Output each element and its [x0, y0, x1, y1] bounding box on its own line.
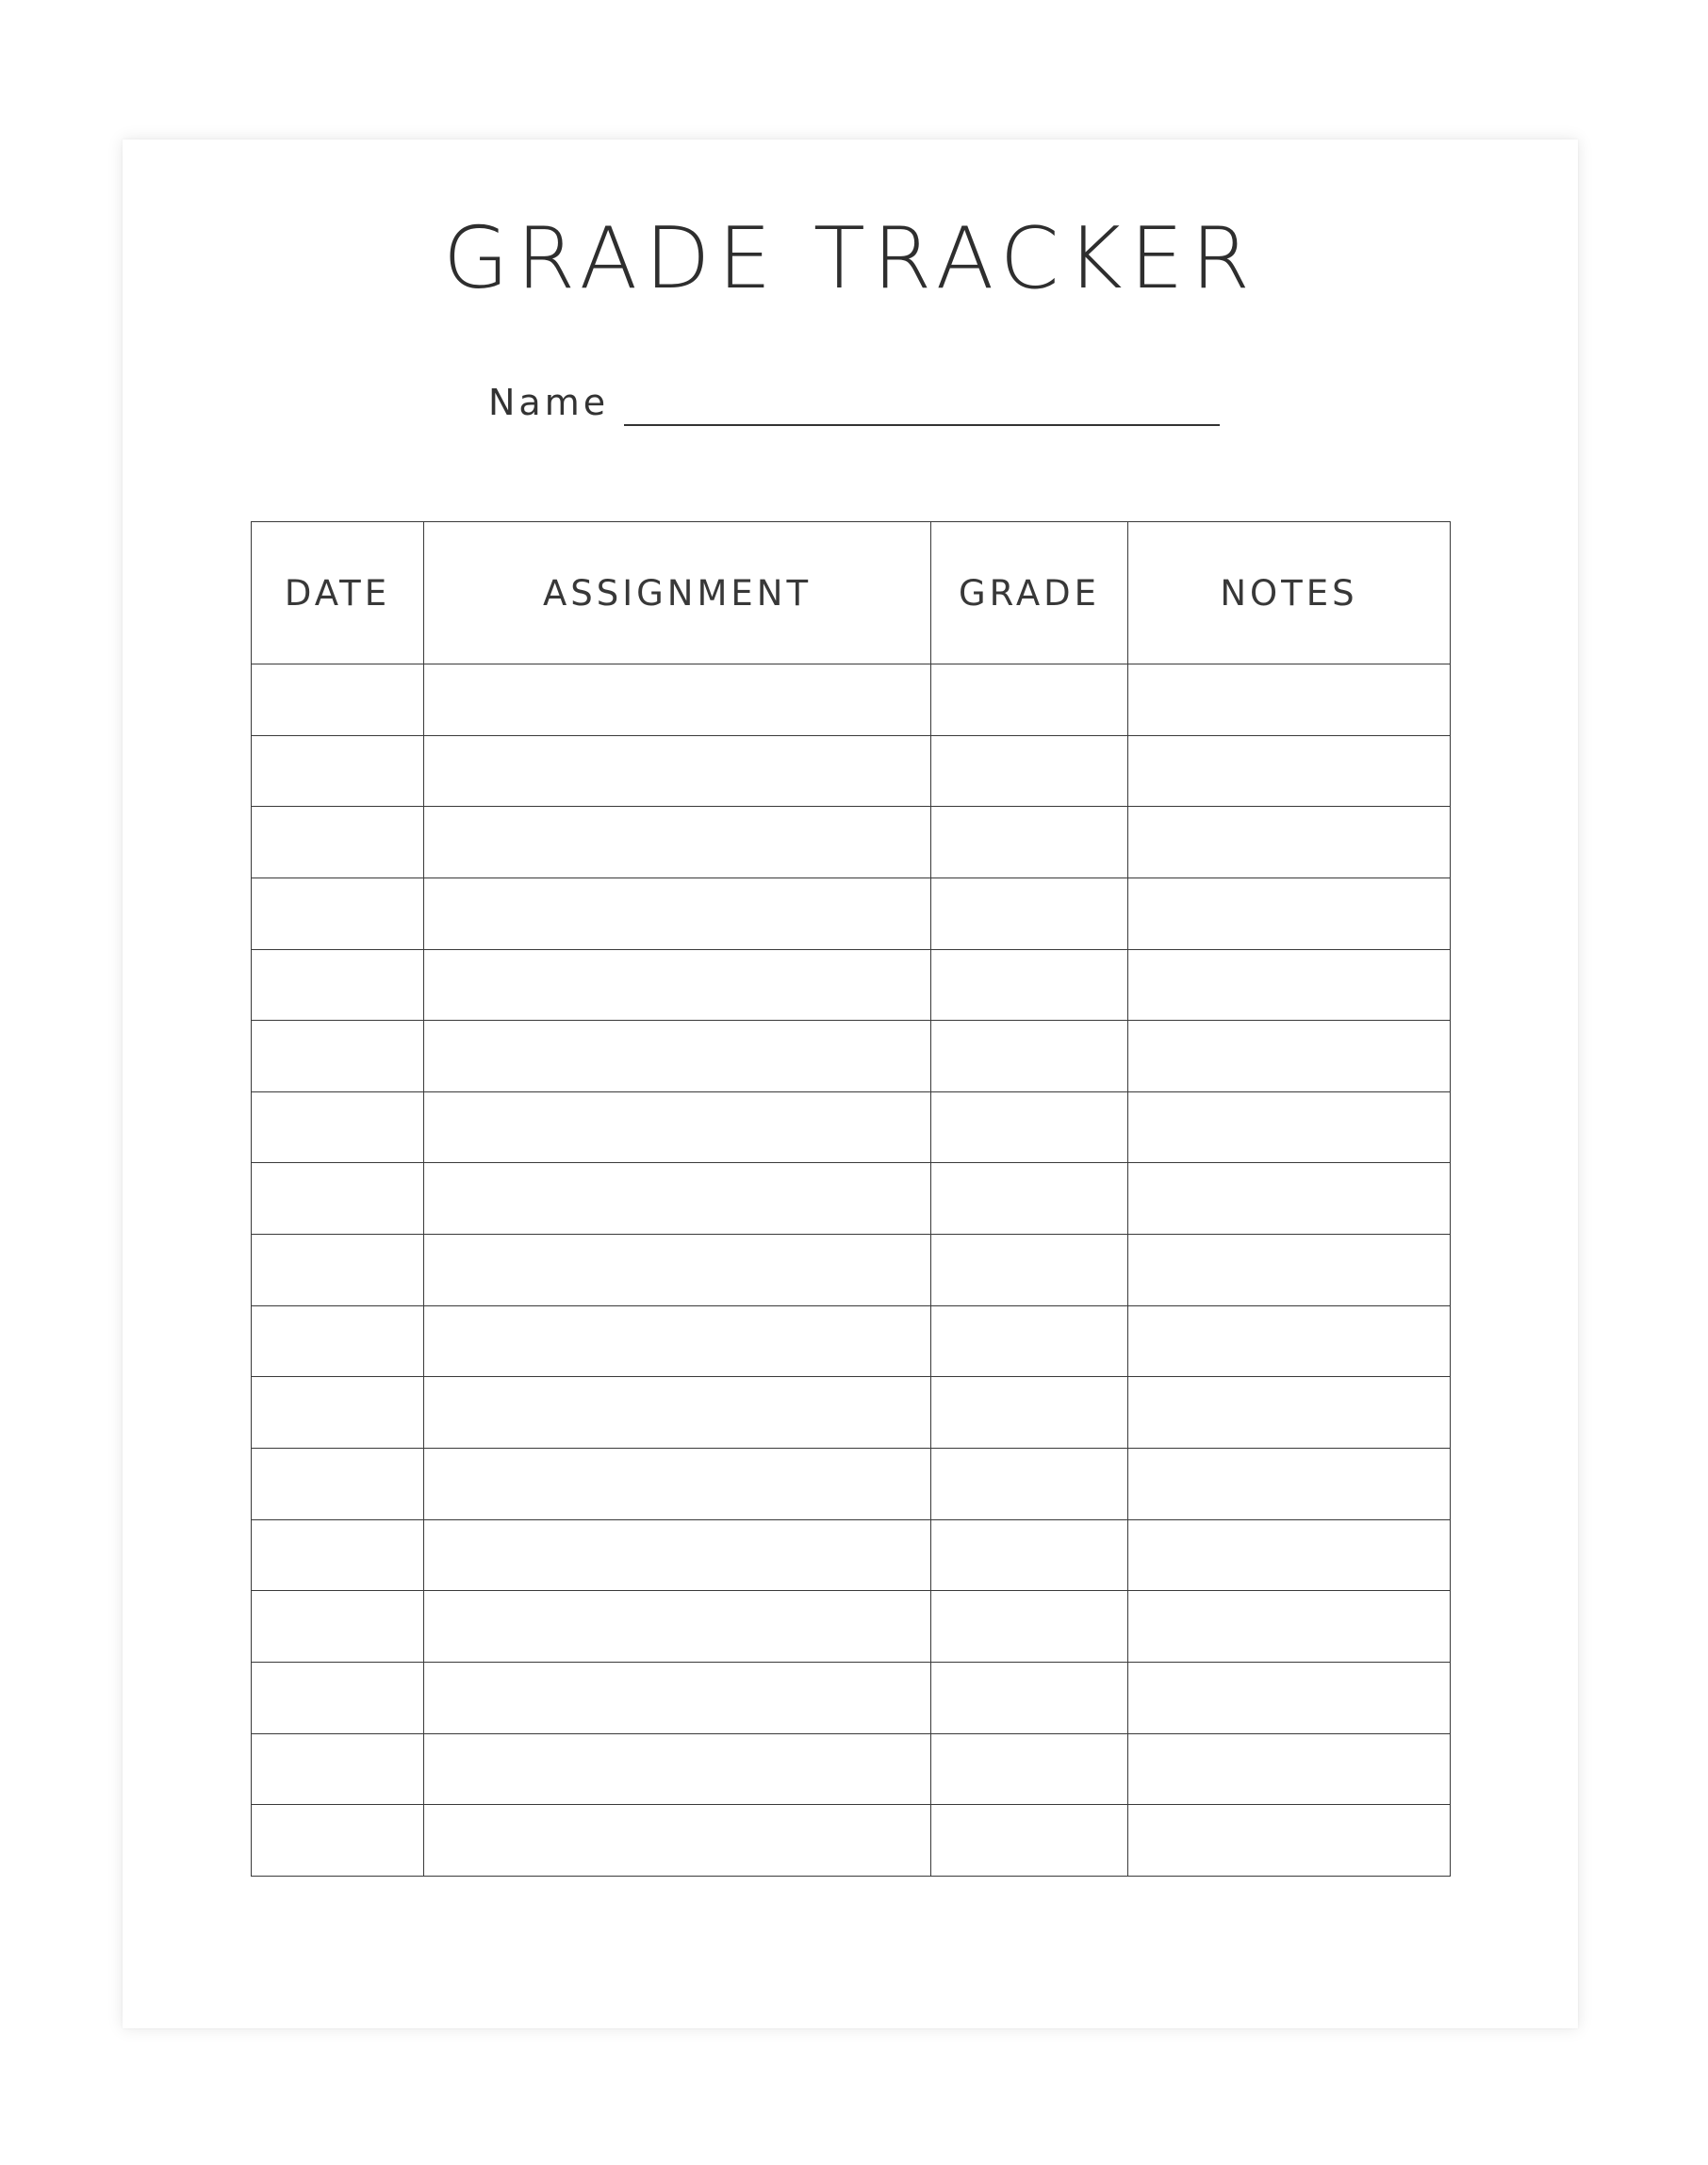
date-cell[interactable]: [252, 1662, 424, 1733]
date-cell[interactable]: [252, 949, 424, 1021]
date-cell[interactable]: [252, 1377, 424, 1449]
assignment-cell[interactable]: [424, 877, 931, 949]
notes-cell[interactable]: [1128, 1377, 1451, 1449]
grade-cell[interactable]: [931, 1591, 1128, 1663]
table-row: [252, 1591, 1451, 1663]
date-cell[interactable]: [252, 1091, 424, 1163]
notes-cell[interactable]: [1128, 1733, 1451, 1805]
header-grade: GRADE: [931, 522, 1128, 664]
assignment-cell[interactable]: [424, 1662, 931, 1733]
table-row: [252, 949, 1451, 1021]
notes-cell[interactable]: [1128, 1091, 1451, 1163]
grade-cell[interactable]: [931, 807, 1128, 878]
notes-cell[interactable]: [1128, 1805, 1451, 1877]
grade-cell[interactable]: [931, 1377, 1128, 1449]
assignment-cell[interactable]: [424, 1377, 931, 1449]
notes-cell[interactable]: [1128, 807, 1451, 878]
grade-cell[interactable]: [931, 735, 1128, 807]
date-cell[interactable]: [252, 1021, 424, 1092]
assignment-cell[interactable]: [424, 1519, 931, 1591]
grade-cell[interactable]: [931, 1305, 1128, 1377]
table-row: [252, 877, 1451, 949]
grade-cell[interactable]: [931, 1091, 1128, 1163]
grade-cell[interactable]: [931, 877, 1128, 949]
table-row: [252, 664, 1451, 736]
notes-cell[interactable]: [1128, 949, 1451, 1021]
assignment-cell[interactable]: [424, 1235, 931, 1306]
grade-cell[interactable]: [931, 1805, 1128, 1877]
name-field-row: [488, 369, 1220, 426]
grade-cell[interactable]: [931, 1021, 1128, 1092]
worksheet-page: [123, 139, 1578, 2028]
grade-cell[interactable]: [931, 1449, 1128, 1520]
name-blank-line[interactable]: [624, 424, 1220, 426]
date-cell[interactable]: [252, 664, 424, 736]
notes-cell[interactable]: [1128, 1662, 1451, 1733]
table-row: [252, 1805, 1451, 1877]
assignment-cell[interactable]: [424, 1805, 931, 1877]
grade-cell[interactable]: [931, 1733, 1128, 1805]
assignment-cell[interactable]: [424, 949, 931, 1021]
date-cell[interactable]: [252, 1305, 424, 1377]
table-row: [252, 1449, 1451, 1520]
table-row: [252, 1519, 1451, 1591]
notes-cell[interactable]: [1128, 1021, 1451, 1092]
page-title: GRADE TRACKER: [442, 209, 1258, 308]
notes-cell[interactable]: [1128, 1591, 1451, 1663]
table-row: [252, 1305, 1451, 1377]
table-row: [252, 1733, 1451, 1805]
grade-cell[interactable]: [931, 1163, 1128, 1235]
grade-cell[interactable]: [931, 1662, 1128, 1733]
assignment-cell[interactable]: [424, 1449, 931, 1520]
name-label: Name: [488, 382, 610, 423]
assignment-cell[interactable]: [424, 735, 931, 807]
assignment-cell[interactable]: [424, 1733, 931, 1805]
date-cell[interactable]: [252, 1805, 424, 1877]
assignment-cell[interactable]: [424, 807, 931, 878]
assignment-cell[interactable]: [424, 664, 931, 736]
notes-cell[interactable]: [1128, 1163, 1451, 1235]
notes-cell[interactable]: [1128, 735, 1451, 807]
table-row: [252, 1021, 1451, 1092]
table-row: [252, 1235, 1451, 1306]
table-row: [252, 1091, 1451, 1163]
notes-cell[interactable]: [1128, 1305, 1451, 1377]
assignment-cell[interactable]: [424, 1163, 931, 1235]
notes-cell[interactable]: [1128, 877, 1451, 949]
date-cell[interactable]: [252, 1519, 424, 1591]
notes-cell[interactable]: [1128, 1519, 1451, 1591]
date-cell[interactable]: [252, 1235, 424, 1306]
date-cell[interactable]: [252, 1733, 424, 1805]
grade-cell[interactable]: [931, 1519, 1128, 1591]
date-cell[interactable]: [252, 1163, 424, 1235]
grade-table: [251, 521, 1451, 1877]
table-row: [252, 1163, 1451, 1235]
header-notes: NOTES: [1128, 522, 1451, 664]
date-cell[interactable]: [252, 735, 424, 807]
table-row: [252, 1662, 1451, 1733]
header-date: DATE: [252, 522, 424, 664]
notes-cell[interactable]: [1128, 1235, 1451, 1306]
date-cell[interactable]: [252, 1449, 424, 1520]
grade-cell[interactable]: [931, 664, 1128, 736]
table-row: [252, 735, 1451, 807]
notes-cell[interactable]: [1128, 664, 1451, 736]
grade-cell[interactable]: [931, 1235, 1128, 1306]
table-row: [252, 807, 1451, 878]
notes-cell[interactable]: [1128, 1449, 1451, 1520]
date-cell[interactable]: [252, 877, 424, 949]
table-body: [252, 664, 1451, 1877]
grade-cell[interactable]: [931, 949, 1128, 1021]
date-cell[interactable]: [252, 807, 424, 878]
assignment-cell[interactable]: [424, 1021, 931, 1092]
assignment-cell[interactable]: [424, 1305, 931, 1377]
table-row: [252, 1377, 1451, 1449]
table-header-row: [252, 522, 1451, 664]
assignment-cell[interactable]: [424, 1591, 931, 1663]
header-assignment: ASSIGNMENT: [424, 522, 931, 664]
date-cell[interactable]: [252, 1591, 424, 1663]
assignment-cell[interactable]: [424, 1091, 931, 1163]
